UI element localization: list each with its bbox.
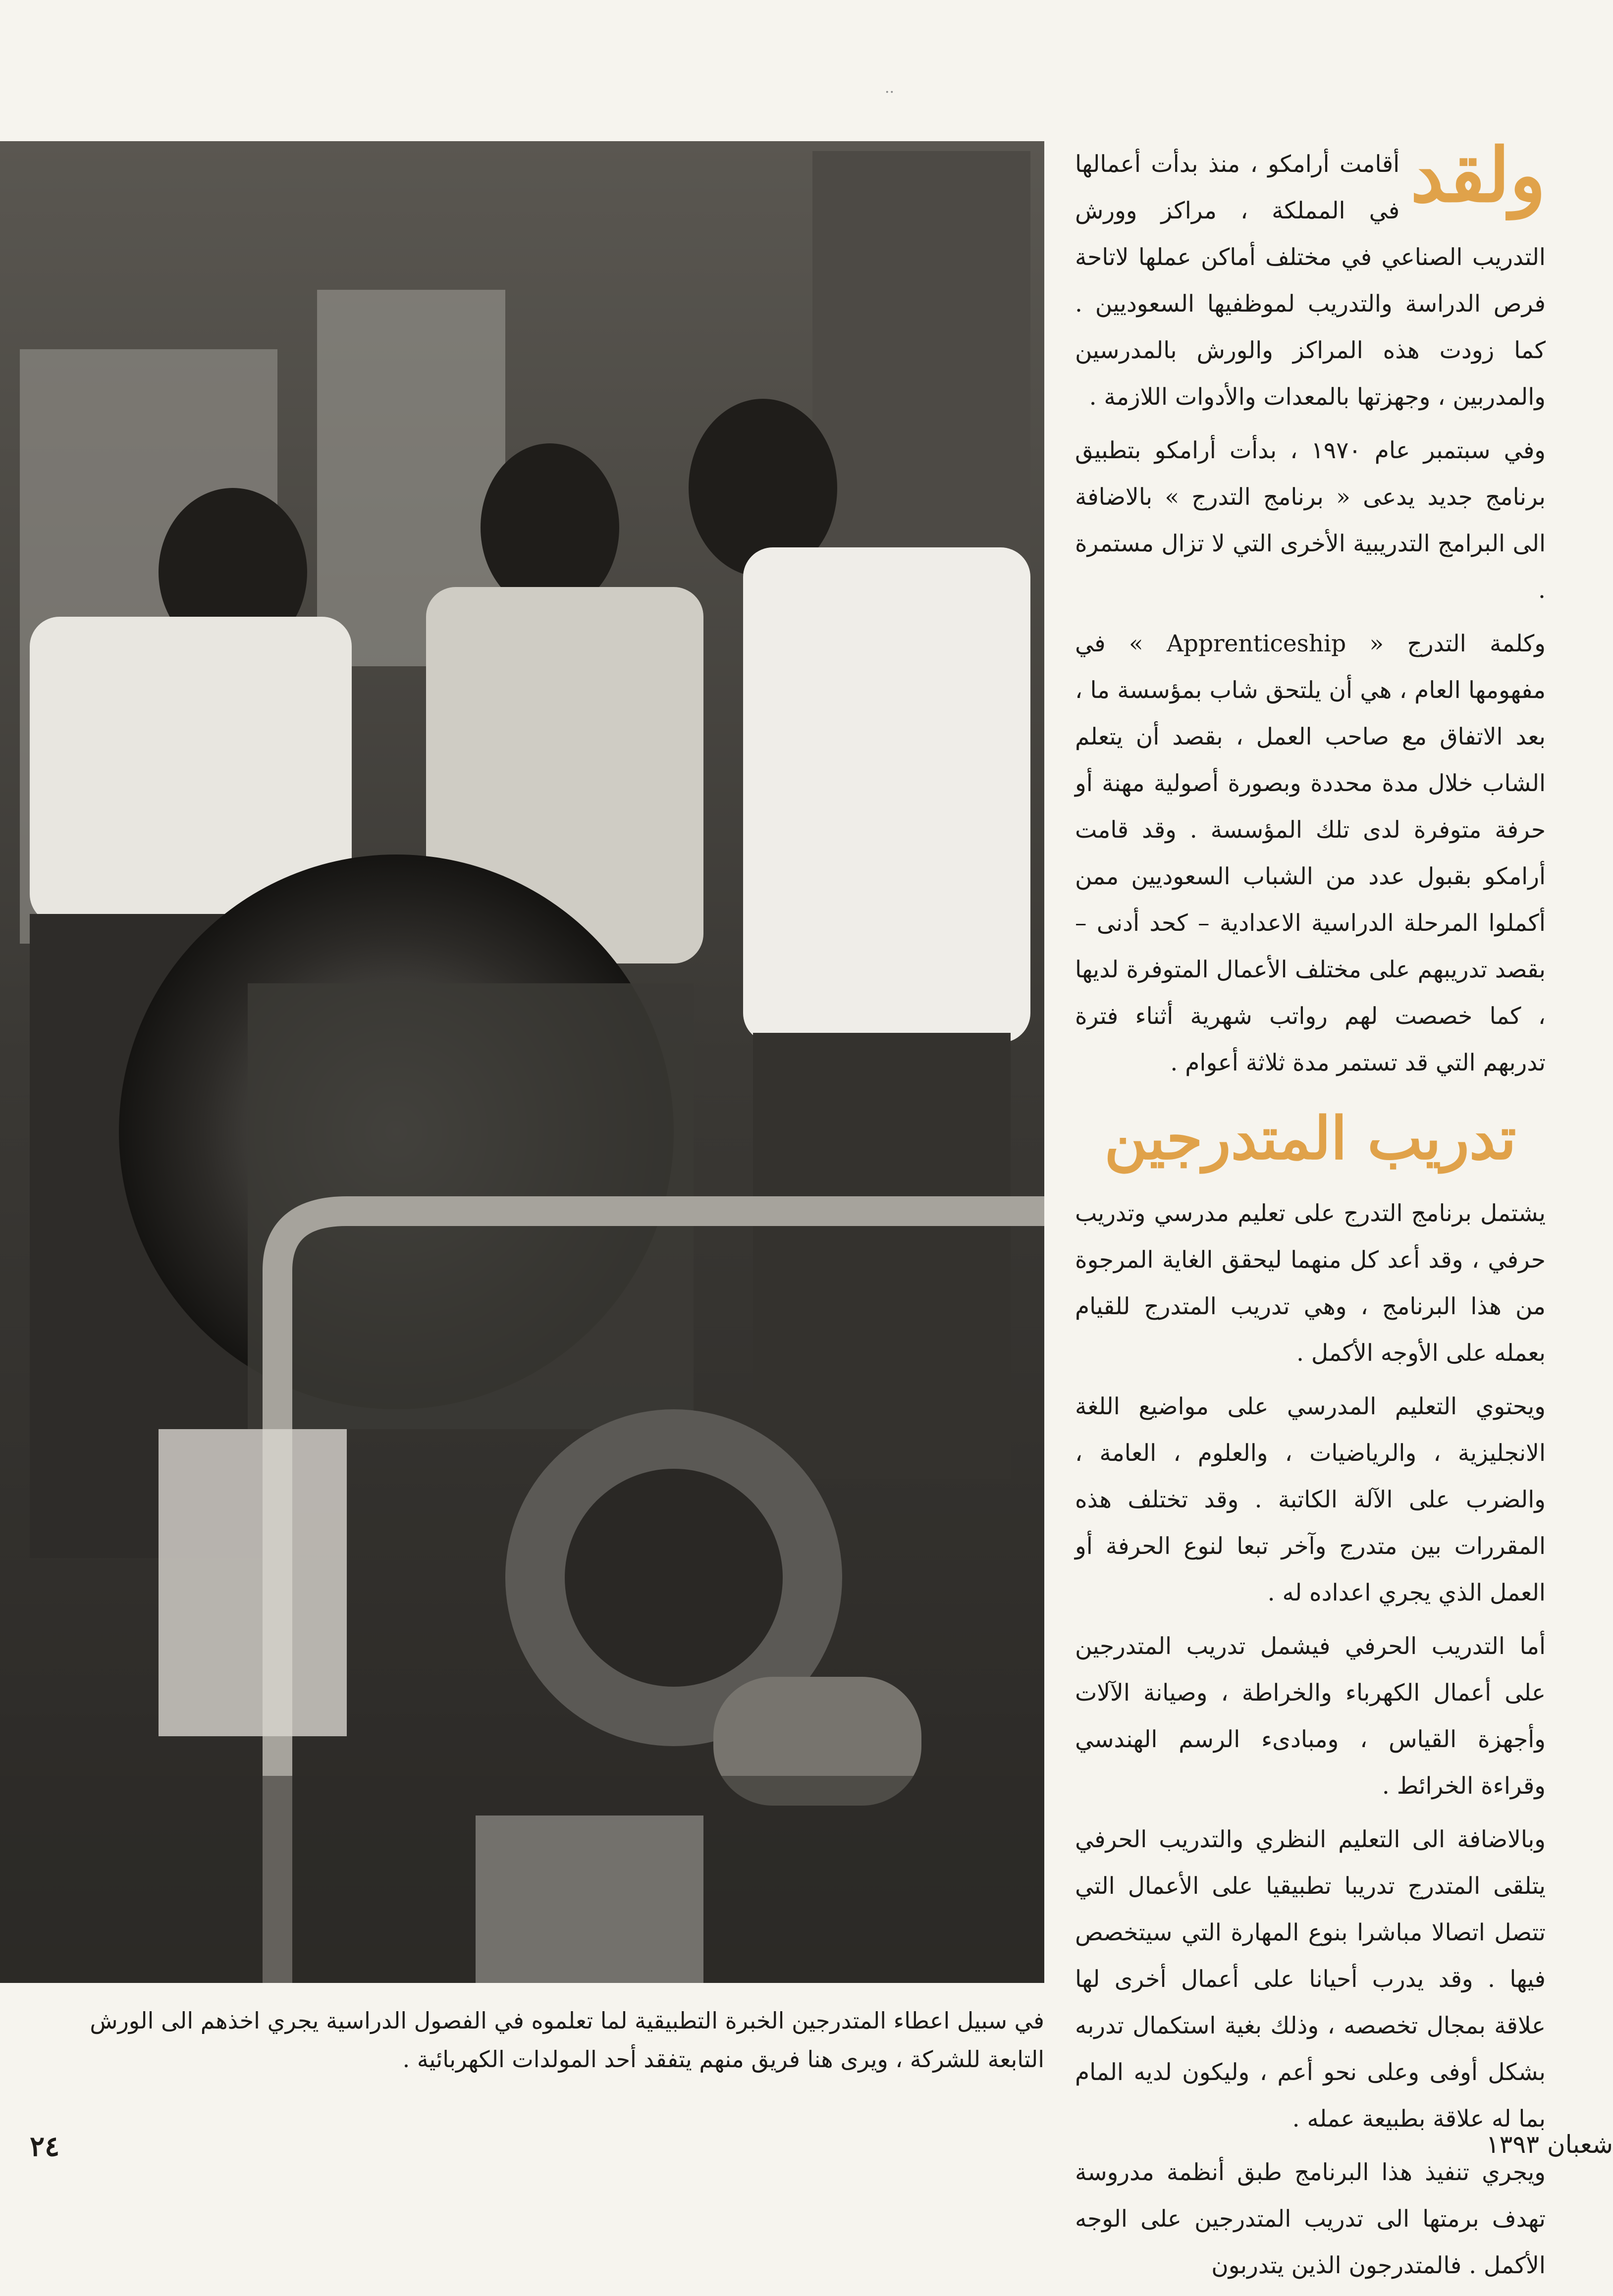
paragraph-4: يشتمل برنامج التدرج على تعليم مدرسي وتدريب حرفي ، وقد أعد كل منهما ليحقق الغاية المرجوة من هذا البرنامج ، وهي تدريب المتدرج للقيام بعمله على الأوجه الأكمل . (1075, 1200, 1546, 1367)
paragraph-3 (1075, 621, 1546, 1086)
latin-term: Apprenticeship (1166, 630, 1346, 657)
dropcap: ولقد (1410, 132, 1546, 219)
page-number: ٢٤ (30, 2130, 60, 2163)
section-heading: تدريب المتدرجين (1104, 1104, 1516, 1173)
workshop-photo (0, 141, 1044, 1983)
paragraph-1 (1075, 132, 1546, 421)
issue-footer: شعبان ١٣٩٣ (1486, 2130, 1613, 2159)
top-mark: .. (885, 79, 895, 97)
paragraph-5: ويحتوي التعليم المدرسي على مواضيع اللغة الانجليزية ، والرياضيات ، والعلوم ، العامة ، والضرب على الآلة الكاتبة . وقد تختلف هذه المقررات بين متدرج وآخر تبعا لنوع الحرفة أو العمل الذي يجري اعداده له . (1075, 1393, 1546, 1606)
article-column (1075, 132, 1546, 2296)
paragraph-2: وفي سبتمبر عام ١٩٧٠ ، بدأت أرامكو بتطبيق برنامج جديد يدعى « برنامج التدرج » بالاضافة الى البرامج التدريبية الأخرى التي لا تزال مستمرة . (1075, 437, 1546, 604)
paragraph-1-text: أقامت أرامكو ، منذ بدأت أعمالها في المملكة ، مراكز وورش التدريب الصناعي في مختلف أماكن عملها لاتاحة فرص الدراسة والتدريب لموظفيها السعوديين . كما زودت هذه المراكز والورش بالمدرسين والمدربين ، وجهزتها بالمعدات والأدوات اللازمة . (1075, 151, 1546, 411)
paragraph-3-start: وكلمة التدرج « (1346, 630, 1546, 657)
paragraph-6: أما التدريب الحرفي فيشمل تدريب المتدرجين على أعمال الكهرباء والخراطة ، وصيانة الآلات وأجهزة القياس ، ومبادىء الرسم الهندسي وقراءة الخرائط . (1075, 1633, 1546, 1800)
photo-caption: في سبيل اعطاء المتدرجين الخبرة التطبيقية لما تعلموه في الفصول الدراسية يجري اخذهم الى الورش التابعة للشركة ، ويرى هنا فريق منهم يتفقد أحد المولدات الكهربائية . (90, 2007, 1044, 2073)
paragraph-8: ويجري تنفيذ هذا البرنامج طبق أنظمة مدروسة تهدف برمتها الى تدريب المتدرجين على الوجه الأكمل . فالمتدرجون الذين يتدربون (1075, 2159, 1546, 2279)
paragraph-7: وبالاضافة الى التعليم النظري والتدريب الحرفي يتلقى المتدرج تدريبا تطبيقيا على الأعمال التي تتصل اتصالا مباشرا بنوع المهارة التي سيتخصص فيها . وقد يدرب أحيانا على أعمال أخرى لها علاقة بمجال تخصصه ، وذلك بغية استكمال تدربه بشكل أوفى وعلى نحو أعم ، وليكون لديه المام بما له علاقة بطبيعة عمله . (1075, 1826, 1546, 2133)
paragraph-3-rest: » في مفهومها العام ، هي أن يلتحق شاب بمؤسسة ما ، بعد الاتفاق مع صاحب العمل ، بقصد أن يتعلم الشاب خلال مدة محددة وبصورة أصولية مهنة أو حرفة متوفرة لدى تلك المؤسسة . وقد قامت أرامكو بقبول عدد من الشباب السعوديين ممن أكملوا المرحلة الدراسية الاعدادية – كحد أدنى – بقصد تدريبهم على مختلف الأعمال المتوفرة لديها ، كما خصصت لهم رواتب شهرية أثناء فترة تدربهم التي قد تستمر مدة ثلاثة أعوام . (1075, 630, 1546, 1076)
photo-illustration (0, 141, 1044, 1983)
